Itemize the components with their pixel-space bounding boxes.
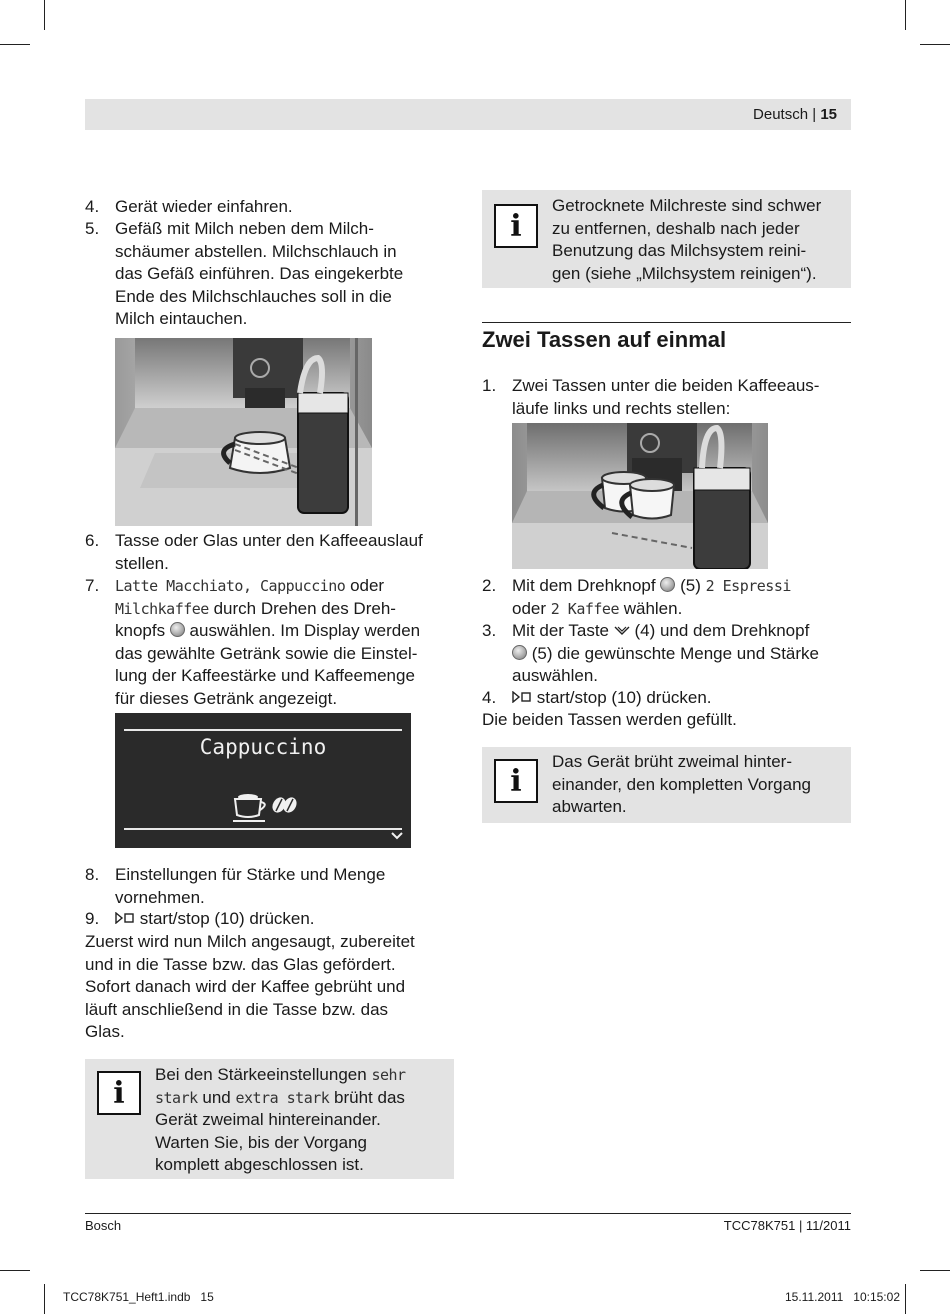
section-title: Zwei Tassen auf einmal <box>482 327 727 352</box>
crop-mark <box>44 1284 45 1314</box>
display-term: Milchkaffee <box>115 599 209 618</box>
page-header <box>85 99 851 130</box>
step-text <box>115 908 315 931</box>
inline-text: Bei den Stärkeeinstellungen <box>155 1065 372 1084</box>
step-6 <box>85 530 465 576</box>
footer-model: TCC78K751 | 11/2011 <box>723 1218 851 1233</box>
info-box-brew-twice <box>482 747 851 823</box>
crop-mark <box>905 1284 906 1314</box>
step-number: 5. <box>85 219 100 238</box>
step-text <box>512 620 819 688</box>
info-box-strength <box>85 1059 454 1179</box>
text-line <box>512 643 819 666</box>
inline-text: und <box>197 1087 236 1107</box>
step-text <box>512 687 712 710</box>
text-line: abwarten. <box>552 797 627 816</box>
text-line: Zwei Tassen unter die beiden Kaffeeaus- <box>512 376 820 395</box>
text-line: für dieses Getränk angezeigt. <box>115 688 338 708</box>
text-line: Das Gerät brüht zweimal hinter- <box>552 752 792 771</box>
start-stop-icon <box>115 912 135 924</box>
machine-display <box>115 713 411 848</box>
display-divider <box>124 729 402 731</box>
info-text <box>552 751 847 819</box>
crop-mark <box>920 44 950 45</box>
display-term: 2 Kaffee <box>550 599 619 618</box>
info-glyph: i <box>510 764 522 799</box>
step-9 <box>85 908 465 932</box>
text-line: Getrocknete Milchreste sind schwer <box>552 196 822 215</box>
inline-text: start/stop (10) drücken. <box>139 909 315 928</box>
step-4 <box>85 196 465 220</box>
text-line: Zuerst wird nun Milch angesaugt, zubereitet <box>85 932 415 951</box>
step-number: 4. <box>85 197 100 216</box>
step-text <box>115 218 403 331</box>
display-term: extra stark <box>235 1088 330 1107</box>
text-line: Gefäß mit Milch neben dem Milch- <box>115 219 374 238</box>
page-number: 15 <box>820 106 837 123</box>
info-icon <box>494 204 538 248</box>
inline-text: oder <box>512 598 551 618</box>
text-line: Milch eintauchen. <box>115 309 248 328</box>
step-number: 8. <box>85 865 100 884</box>
text-line: vornehmen. <box>115 887 205 907</box>
footer-rule <box>85 1213 851 1214</box>
text-line: Gerät zweimal hintereinander. <box>155 1110 381 1129</box>
text-line: läuft anschließend in die Tasse bzw. das <box>85 999 389 1019</box>
info-icon <box>97 1071 141 1115</box>
step-7 <box>85 575 465 711</box>
text-line <box>155 1064 450 1087</box>
text-line: läufe links und rechts stellen: <box>512 398 731 418</box>
text-line: auswählen. <box>512 666 599 685</box>
text-line: das gewählte Getränk sowie die Einstel- <box>115 643 418 663</box>
result-text: Die beiden Tassen werden gefüllt. <box>482 710 737 729</box>
crop-mark <box>0 1270 30 1271</box>
crop-mark <box>905 0 906 30</box>
info-glyph: i <box>113 1076 125 1111</box>
inline-text: Mit dem Drehknopf <box>512 576 656 595</box>
step-number: 3. <box>482 621 497 640</box>
text-line: Glas. <box>85 1022 125 1041</box>
text-line: komplett abgeschlossen ist. <box>155 1155 364 1174</box>
chevron-down-icon <box>391 831 403 841</box>
step-3 <box>482 620 851 688</box>
down-arrow-key-icon <box>614 626 630 636</box>
step-text <box>115 575 420 710</box>
text-line: zu entfernen, deshalb nach jeder <box>552 218 800 238</box>
step-number: 1. <box>482 376 497 395</box>
text-line: einander, den kompletten Vorgang <box>552 774 811 794</box>
slug-timestamp: 15.11.2011 10:15:02 <box>785 1290 900 1304</box>
step-number: 9. <box>85 909 100 928</box>
text-line: Ende des Milchschlauches soll in die <box>115 286 392 306</box>
step-text <box>512 375 819 420</box>
header-separator: | <box>812 106 817 123</box>
step-text <box>512 575 791 620</box>
inline-text: start/stop (10) drücken. <box>536 688 712 707</box>
step-1 <box>482 375 851 421</box>
footer-brand: Bosch <box>85 1218 122 1233</box>
text-line: Benutzung das Milchsystem reini- <box>552 241 807 260</box>
text-line <box>512 575 791 598</box>
text-line: Einstellungen für Stärke und Menge <box>115 865 386 884</box>
text-line: gen (siehe „Milchsystem reinigen“). <box>552 263 817 283</box>
text-line: Tasse oder Glas unter den Kaffeeauslauf <box>115 531 423 550</box>
text-line: Sofort danach wird der Kaffee gebrüht und <box>85 977 406 996</box>
step-text: Gerät wieder einfahren. <box>115 197 293 216</box>
inline-text: (5) die gewünschte Menge und Stärke <box>527 643 820 663</box>
inline-text: durch Drehen des Dreh- <box>208 598 396 618</box>
info-icon <box>494 759 538 803</box>
text-line <box>155 1087 450 1110</box>
crop-mark <box>44 0 45 30</box>
step-8 <box>85 864 465 910</box>
display-term: Latte Macchiato, Cappuccino <box>115 577 346 595</box>
display-term: 2 Espressi <box>705 577 791 595</box>
milk-system-illustration <box>115 338 372 526</box>
info-box-milk-residue <box>482 190 851 288</box>
step-number: 2. <box>482 576 497 595</box>
inline-text: knopfs <box>115 621 166 640</box>
step-text <box>115 864 385 909</box>
step-5 <box>85 218 465 333</box>
display-drink-name: Cappuccino <box>199 735 327 759</box>
text-line: Warten Sie, bis der Vorgang <box>155 1132 367 1152</box>
inline-text: auswählen. Im Display werden <box>184 621 421 640</box>
result-paragraph <box>85 931 465 1044</box>
text-line <box>512 598 791 621</box>
slug-filename: TCC78K751_Heft1.indb 15 <box>63 1290 214 1304</box>
text-line <box>115 620 420 643</box>
step-4-right <box>482 687 851 711</box>
start-stop-icon <box>512 691 532 703</box>
coffee-bean-icon <box>270 795 300 815</box>
step-text <box>115 530 423 575</box>
text-line <box>115 575 420 598</box>
text-line: lung der Kaffeestärke und Kaffeemenge <box>115 666 415 685</box>
step-number: 6. <box>85 531 100 550</box>
inline-text: (5) <box>675 576 706 595</box>
inline-text: (4) und dem Drehknopf <box>629 621 810 640</box>
crop-mark <box>920 1270 950 1271</box>
inline-text: Mit der Taste <box>512 621 610 640</box>
text-line: schäumer abstellen. Milchschlauch in <box>115 241 397 261</box>
step-number: 7. <box>85 576 100 595</box>
header-language-page <box>753 106 837 123</box>
text-line <box>512 620 819 643</box>
crop-mark <box>0 44 30 45</box>
inline-text: oder <box>345 576 385 595</box>
rotary-knob-icon <box>512 645 527 660</box>
info-text <box>552 195 847 285</box>
text-line: und in die Tasse bzw. das Glas gefördert. <box>85 954 396 974</box>
rotary-knob-icon <box>660 577 675 592</box>
section-rule <box>482 322 851 323</box>
display-term: sehr <box>371 1066 406 1084</box>
text-line <box>115 598 420 621</box>
step-number: 4. <box>482 688 497 707</box>
header-language: Deutsch <box>753 106 809 123</box>
info-glyph: i <box>510 209 522 244</box>
inline-text: brüht das <box>329 1087 405 1107</box>
step-2 <box>482 575 851 621</box>
rotary-knob-icon <box>170 622 185 637</box>
text-line: das Gefäß einführen. Das eingekerbte <box>115 264 404 283</box>
inline-text: wählen. <box>619 598 683 618</box>
display-divider <box>124 828 402 830</box>
two-cups-illustration <box>512 423 768 569</box>
text-line: stellen. <box>115 553 169 573</box>
info-text <box>155 1064 450 1177</box>
display-term: stark <box>155 1088 198 1107</box>
